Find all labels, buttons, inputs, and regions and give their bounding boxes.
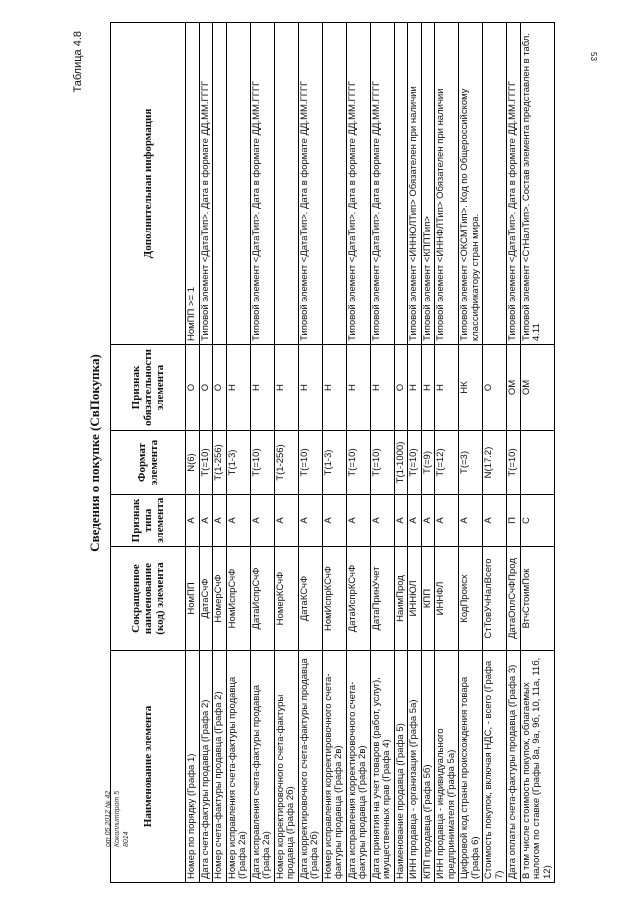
cell-code: СтТовУчНалВсего — [483, 547, 507, 651]
table-row — [322, 23, 346, 883]
cell-required: О — [213, 345, 227, 431]
column-header-format: Формат элемента — [111, 431, 186, 495]
cell-code: НомерСчФ — [213, 547, 227, 651]
cell-code: ИННФЛ — [435, 547, 459, 651]
table-row — [213, 23, 227, 883]
cell-info: Типовой элемент <ДатаТип>. Дата в формате ДД.ММ.ГГГГ — [507, 23, 521, 345]
table-row — [520, 23, 555, 883]
cell-name: В том числе стоимость покупок, облагаемых налогом по ставке (Графы 8а, 9а, 9б, 10, 11а, 11б, 12) — [520, 651, 555, 883]
cell-name: Номер исправления корректировочного счета-фактуры продавца (Графа 2в) — [322, 651, 346, 883]
table-row — [250, 23, 274, 883]
cell-code: КодПроисх — [459, 547, 483, 651]
cell-code: ДатаСчФ — [199, 547, 213, 651]
cell-code: ВтчСтоимПок — [520, 547, 555, 651]
cell-format: T(=10) — [370, 431, 394, 495]
cell-code: НомерКСчФ — [274, 547, 298, 651]
table-row — [346, 23, 370, 883]
cell-info — [226, 23, 250, 345]
cell-info: Типовой элемент <ДатаТип>. Дата в формате ДД.ММ.ГГГГ — [199, 23, 213, 345]
column-header-name: Наименование элемента — [111, 651, 186, 883]
cell-format: T(=10) — [346, 431, 370, 495]
table-row — [274, 23, 298, 883]
cell-required: О — [483, 345, 507, 431]
table-row — [483, 23, 507, 883]
cell-type: А — [298, 495, 322, 547]
cell-code: ДатаКСчФ — [298, 547, 322, 651]
cell-required: НК — [459, 345, 483, 431]
cell-format: N(6) — [186, 431, 200, 495]
cell-required: Н — [322, 345, 346, 431]
cell-name: Дата исправления счета-фактуры продавца (Графа 2а) — [250, 651, 274, 883]
cell-type: А — [226, 495, 250, 547]
cell-code: ДатаИспрСчФ — [250, 547, 274, 651]
cell-format: T(1-1000) — [394, 431, 408, 495]
cell-required: ОМ — [520, 345, 555, 431]
cell-required: О — [199, 345, 213, 431]
cell-required: Н — [274, 345, 298, 431]
cell-info: Типовой элемент <ДатаТип>. Дата в формате ДД.ММ.ГГГГ — [250, 23, 274, 345]
cell-name: Наименование продавца (Графа 5) — [394, 651, 408, 883]
cell-code: ИННЮЛ — [408, 547, 422, 651]
cell-name: ИНН продавца - индивидуального предпринимателя (Графа 5а) — [435, 651, 459, 883]
cell-required: Н — [298, 345, 322, 431]
cell-type: А — [213, 495, 227, 547]
cell-required: Н — [346, 345, 370, 431]
cell-required: Н — [226, 345, 250, 431]
cell-code: НомИспрСчФ — [226, 547, 250, 651]
cell-name: Стоимость покупок, включая НДС, - всего (Графа 7) — [483, 651, 507, 883]
cell-format: T(=3) — [459, 431, 483, 495]
cell-type: А — [199, 495, 213, 547]
cell-format: T(=10) — [408, 431, 422, 495]
table-row — [507, 23, 521, 883]
cell-code: ДатаПринУчет — [370, 547, 394, 651]
cell-name: Номер корректировочного счета-фактуры продавца (Графа 2б) — [274, 651, 298, 883]
table-row — [408, 23, 422, 883]
table-row — [421, 23, 435, 883]
cell-format: T(=10) — [298, 431, 322, 495]
cell-type: П — [507, 495, 521, 547]
elements-table — [110, 22, 555, 883]
page-number: 53 — [589, 52, 598, 61]
table-row — [298, 23, 322, 883]
cell-name: КПП продавца (Графа 5б) — [421, 651, 435, 883]
cell-format: T(=10) — [507, 431, 521, 495]
cell-name: ИНН продавца - организации (Графа 5а) — [408, 651, 422, 883]
cell-type: А — [186, 495, 200, 547]
cell-info: Типовой элемент <ИННЮЛТип> Обязателен при наличии — [408, 23, 422, 345]
cell-code: НомПП — [186, 547, 200, 651]
cell-name: Номер исправления счета-фактуры продавца (Графа 2а) — [226, 651, 250, 883]
cell-info: Типовой элемент <КППТип> — [421, 23, 435, 345]
cell-type: А — [421, 495, 435, 547]
cell-type: С — [520, 495, 555, 547]
cell-info: Типовой элемент <ДатаТип>. Дата в формате ДД.ММ.ГГГГ — [370, 23, 394, 345]
cell-format: T(1-256) — [274, 431, 298, 495]
cell-name: Дата принятия на учет товаров (работ, услуг), имущественных прав (Графа 4) — [370, 651, 394, 883]
cell-name: Дата исправления корректировочного счета-фактуры продавца (Графа 2в) — [346, 651, 370, 883]
cell-format: T(=12) — [435, 431, 459, 495]
footer-line: от 05.2012 № 42 — [105, 790, 112, 847]
cell-name: Номер по порядку (Графа 1) — [186, 651, 200, 883]
cell-code: НомИспрКСчФ — [322, 547, 346, 651]
column-header-code: Сокращенное наименование (код) элемента — [111, 547, 186, 651]
cell-name: Цифровой код страны происхождения товара (Графа 6) — [459, 651, 483, 883]
cell-type: А — [394, 495, 408, 547]
cell-name: Дата счета-фактуры продавца (Графа 2) — [199, 651, 213, 883]
table-row — [186, 23, 200, 883]
cell-info — [483, 23, 507, 345]
cell-info — [213, 23, 227, 345]
table-header-row — [111, 23, 186, 883]
cell-required: Н — [408, 345, 422, 431]
cell-type: А — [346, 495, 370, 547]
footer-line: Кокоплитпрот 5 8014 — [114, 790, 130, 847]
cell-type: А — [322, 495, 346, 547]
cell-code: ДатаОплСчФПрод — [507, 547, 521, 651]
table-row — [370, 23, 394, 883]
rotated-page-content — [70, 23, 570, 883]
column-header-type: Признак типа элемента — [111, 495, 186, 547]
table-row — [199, 23, 213, 883]
table-label: Таблица 4.8 — [72, 31, 84, 93]
cell-type: А — [435, 495, 459, 547]
cell-type: А — [459, 495, 483, 547]
cell-info — [274, 23, 298, 345]
cell-format: T(=10) — [250, 431, 274, 495]
table-row — [226, 23, 250, 883]
cell-info: Типовой элемент <ДатаТип>. Дата в формате ДД.ММ.ГГГГ — [346, 23, 370, 345]
cell-code: НаимПрод — [394, 547, 408, 651]
table-row — [394, 23, 408, 883]
cell-info — [394, 23, 408, 345]
cell-required: Н — [250, 345, 274, 431]
cell-format — [520, 431, 555, 495]
cell-info: Типовой элемент <ОКСМТип>. Код по Общероссийскому классификатору стран мира. — [459, 23, 483, 345]
cell-info: Типовой элемент <ИННФЛТип> Обязателен при наличии — [435, 23, 459, 345]
cell-name: Дата оплаты счета-фактуры продавца (Графа 3) — [507, 651, 521, 883]
cell-type: А — [274, 495, 298, 547]
cell-code: КПП — [421, 547, 435, 651]
cell-type: А — [370, 495, 394, 547]
table-row — [459, 23, 483, 883]
cell-format: T(1-3) — [322, 431, 346, 495]
cell-info: НомПП >= 1 — [186, 23, 200, 345]
cell-format: T(=9) — [421, 431, 435, 495]
cell-type: А — [250, 495, 274, 547]
column-header-info: Дополнительная информация — [111, 23, 186, 345]
cell-required: Н — [421, 345, 435, 431]
cell-required: Н — [370, 345, 394, 431]
cell-required: О — [186, 345, 200, 431]
table-row — [435, 23, 459, 883]
cell-required: ОМ — [507, 345, 521, 431]
cell-type: А — [483, 495, 507, 547]
cell-type: А — [408, 495, 422, 547]
cell-format: T(=10) — [199, 431, 213, 495]
cell-info: Типовой элемент <ДатаТип>. Дата в формате ДД.ММ.ГГГГ — [298, 23, 322, 345]
cell-format: N(17.2) — [483, 431, 507, 495]
cell-required: О — [394, 345, 408, 431]
table-title: Сведения о покупке (СвПокупка) — [87, 354, 102, 552]
cell-format: T(1-256) — [213, 431, 227, 495]
column-header-required: Признак обязательности элемента — [111, 345, 186, 431]
cell-name: Дата корректировочного счета-фактуры продавца (Графа 2б) — [298, 651, 322, 883]
cell-code: ДатаИспрКСчФ — [346, 547, 370, 651]
cell-required: Н — [435, 345, 459, 431]
cell-info — [322, 23, 346, 345]
cell-info: Типовой элемент <СтНалТип>. Состав элемента представлен в табл. 4.11 — [520, 23, 555, 345]
cell-format: T(1-3) — [226, 431, 250, 495]
cell-name: Номер счета-фактуры продавца (Графа 2) — [213, 651, 227, 883]
